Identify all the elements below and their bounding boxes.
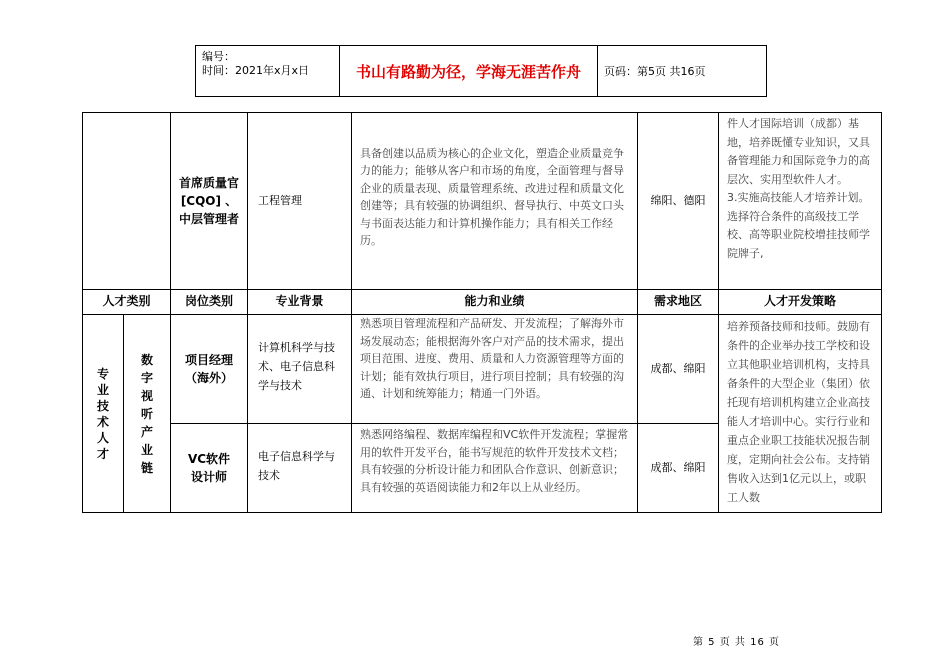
cell-background-a: 计算机科学与技术、电子信息科学与技术 — [258, 340, 335, 392]
cell-position-a: 项目经理（海外） — [184, 353, 233, 385]
page-footer: 第 5 页 共 16 页 — [693, 637, 780, 648]
col-header-position: 岗位类别 — [184, 294, 233, 309]
doc-number-label: 编号： — [202, 50, 235, 63]
cell-ability-top: 具备创建以品质为核心的企业文化，塑造企业质量竞争力的能力；能够从客户和市场的角度，全面管理与督导企业的质量表现、质量管理系统、改进过程和质量文化创建等；具有较强的协调组织、督导执行、中英文口头与书面表达能力和计算机操作能力；具有相关工作经历。 — [360, 146, 624, 247]
col-header-ability: 能力和业绩 — [464, 294, 525, 309]
header-page-label: 页码：第5页 共16页 — [604, 65, 706, 78]
date-label: 时间：2021年x月x日 — [202, 64, 310, 77]
cell-position-b: VC软件设计师 — [187, 452, 231, 484]
cell-category — [83, 315, 123, 512]
col-header-background: 专业背景 — [275, 294, 324, 309]
cell-region-b: 成都、绵阳 — [650, 461, 706, 475]
cell-region-a: 成都、绵阳 — [650, 362, 706, 376]
col-header-region: 需求地区 — [653, 294, 702, 309]
cell-ability-b: 熟悉网络编程、数据库编程和VC软件开发流程；掌握常用的软件开发平台，能书写规范的软件开发技术文档；具有较强的分析设计能力和团队合作意识、创新意识；具有较强的英语阅读能力和2年以上从业经历。 — [360, 428, 629, 494]
cell-position-top: 首席质量官[CQO] 、中层管理者 — [178, 176, 239, 226]
cell-subcategory — [124, 315, 170, 512]
talent-table — [82, 112, 882, 513]
header-meta — [196, 46, 340, 96]
page-header — [195, 45, 767, 97]
cell-strategy-top: 件人才国际培训（成都）基地，培养既懂专业知识，又具备管理能力和国际竞争力的高层次、实用型软件人才。 3.实施高技能人才培养计划。选择符合条件的高级技工学校、高等职业院校增挂技师学院牌子, — [727, 117, 870, 260]
cell-ability-a: 熟悉项目管理流程和产品研发、开发流程；了解海外市场发展动态；能根据海外客户对产品的技术需求，提出项目范围、进度、费用、质量和人力资源管理等方面的计划；能有效执行项目，进行项目控制；具有较强的沟通、计划和统筹能力；精通一门外语。 — [360, 317, 624, 401]
cell-background-b: 电子信息科学与技术 — [258, 450, 335, 482]
category-text: 专业技术人才 — [96, 366, 109, 461]
cell-region-top: 绵阳、德阳 — [650, 194, 706, 208]
subcategory-text: 数字视听产业链 — [140, 352, 153, 475]
col-header-strategy: 人才开发策略 — [763, 294, 836, 309]
cell-strategy-bottom: 培养预备技师和技师。鼓励有条件的企业举办技工学校和设立其他职业培训机构，支持具备条件的大型企业（集团）依托现有培训机构建立企业高技能人才培训中心。实行行业和重点企业职工技能状况报告制度，定期向社会公布。支持销售收入达到1亿元以上，或职工人数 — [727, 320, 870, 504]
col-header-category: 人才类别 — [102, 294, 151, 309]
cell-background-top: 工程管理 — [258, 194, 302, 208]
header-motto: 书山有路勤为径，学海无涯苦作舟 — [340, 46, 598, 96]
